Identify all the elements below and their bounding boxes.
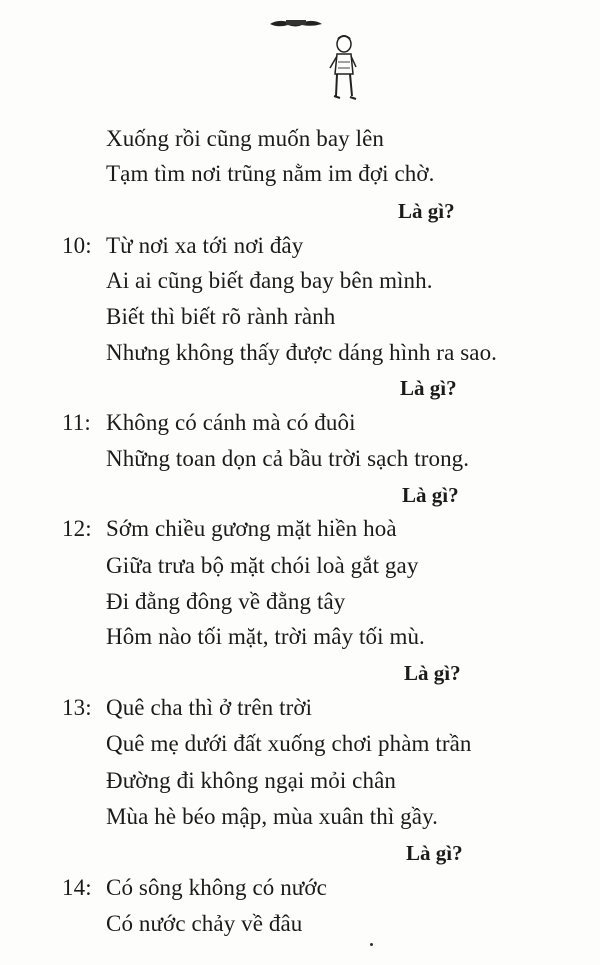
riddle-answer-prompt: Là gì? <box>402 483 459 507</box>
riddle-13-first-line <box>62 693 312 723</box>
riddle-number: 12: <box>62 516 92 541</box>
verse-line: Ai ai cũng biết đang bay bên mình. <box>106 268 433 293</box>
verse-line: Mùa hè béo mập, mùa xuân thì gầy. <box>106 804 439 829</box>
riddle-answer-prompt: Là gì? <box>400 376 457 400</box>
verse-line: Hôm nào tối mặt, trời mây tối mù. <box>106 624 425 649</box>
verse-line: Những toan dọn cả bầu trời sạch trong. <box>106 446 470 471</box>
riddle-10-first-line <box>62 231 303 261</box>
verse-line: Giữa trưa bộ mặt chói loà gắt gay <box>106 553 419 578</box>
verse-line: Biết thì biết rõ rành rành <box>106 304 336 329</box>
print-speck <box>370 943 373 946</box>
boy-illustration-icon <box>322 34 362 104</box>
verse-line: Quê mẹ dưới đất xuống chơi phàm trần <box>106 731 472 756</box>
verse-line: Đi đằng đông về đằng tây <box>106 589 346 614</box>
riddle-number: 11: <box>62 410 91 435</box>
verse-line: Đường đi không ngại mỏi chân <box>106 768 396 793</box>
verse-line: Xuống rồi cũng muốn bay lên <box>106 126 385 151</box>
riddle-number: 10: <box>62 233 92 258</box>
verse-text: Không có cánh mà có đuôi <box>106 410 356 435</box>
ornament-icon <box>268 16 324 30</box>
riddle-12-first-line <box>62 514 397 544</box>
verse-line: Nhưng không thấy được dáng hình ra sao. <box>106 340 498 365</box>
riddle-answer-prompt: Là gì? <box>406 841 463 865</box>
verse-text: Từ nơi xa tới nơi đây <box>106 233 304 258</box>
riddle-11-first-line <box>62 408 356 438</box>
verse-text: Quê cha thì ở trên trời <box>106 695 313 720</box>
riddle-number: 13: <box>62 695 92 720</box>
riddle-number: 14: <box>62 875 92 900</box>
verse-line: Có nước chảy về đâu <box>106 911 303 936</box>
riddle-answer-prompt: Là gì? <box>398 199 455 223</box>
verse-line: Tạm tìm nơi trũng nằm im đợi chờ. <box>106 161 435 186</box>
verse-text: Có sông không có nước <box>106 875 327 900</box>
riddle-answer-prompt: Là gì? <box>404 661 461 685</box>
riddle-14-first-line <box>62 873 327 903</box>
verse-text: Sớm chiều gương mặt hiền hoà <box>106 516 397 541</box>
